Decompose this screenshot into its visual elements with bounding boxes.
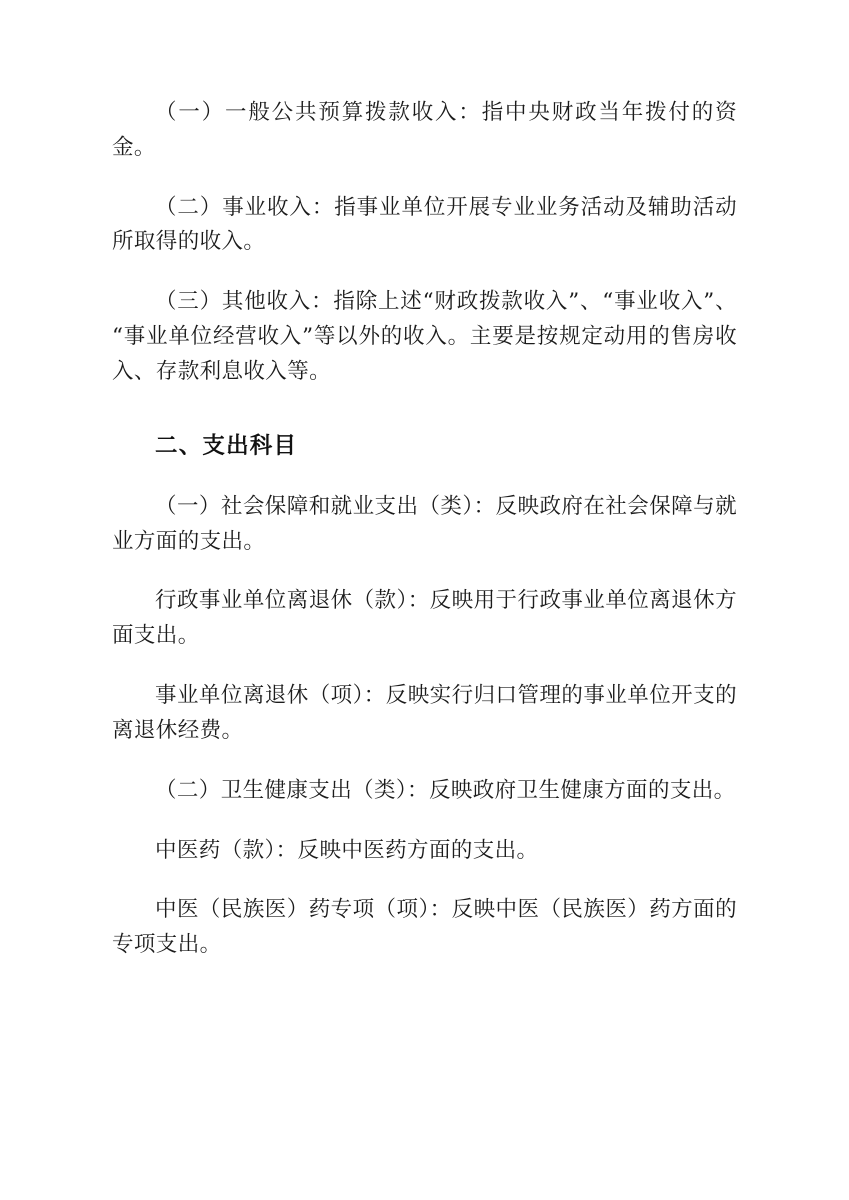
heading-expenditure-items: 二、支出科目: [155, 432, 298, 459]
document-body: [112, 96, 737, 988]
paragraph-institution-retirement: 事业单位离退休（项）：反映实行归口管理的事业单位开支的离退休经费。: [112, 683, 737, 743]
paragraph-tcm-ethnic-medicine-special: 中医（民族医）药专项（项）：反映中医（民族医）药方面的专项支出。: [112, 897, 737, 958]
paragraph-social-security-employment: （一）社会保障和就业支出（类）：反映政府在社会保障与就业方面的支出。: [112, 493, 737, 554]
paragraph-traditional-chinese-medicine: 中医药（款）：反映中医药方面的支出。: [155, 837, 539, 863]
paragraph-other-income: （三）其他收入：指除上述“财政拨款收入”、“事业收入”、“事业单位经营收入”等以外的收入。主要是按规定动用的售房收入、存款利息收入等。: [112, 289, 737, 384]
paragraph-general-public-budget-income: （一）一般公共预算拨款收入：指中央财政当年拨付的资金。: [112, 100, 737, 160]
paragraph-business-income: （二）事业收入：指事业单位开展专业业务活动及辅助活动所取得的收入。: [112, 194, 737, 255]
paragraph-health-expenditure: （二）卫生健康支出（类）：反映政府卫生健康方面的支出。: [155, 777, 736, 803]
paragraph-admin-institution-retirement: 行政事业单位离退休（款）：反映用于行政事业单位离退休方面支出。: [112, 588, 737, 649]
